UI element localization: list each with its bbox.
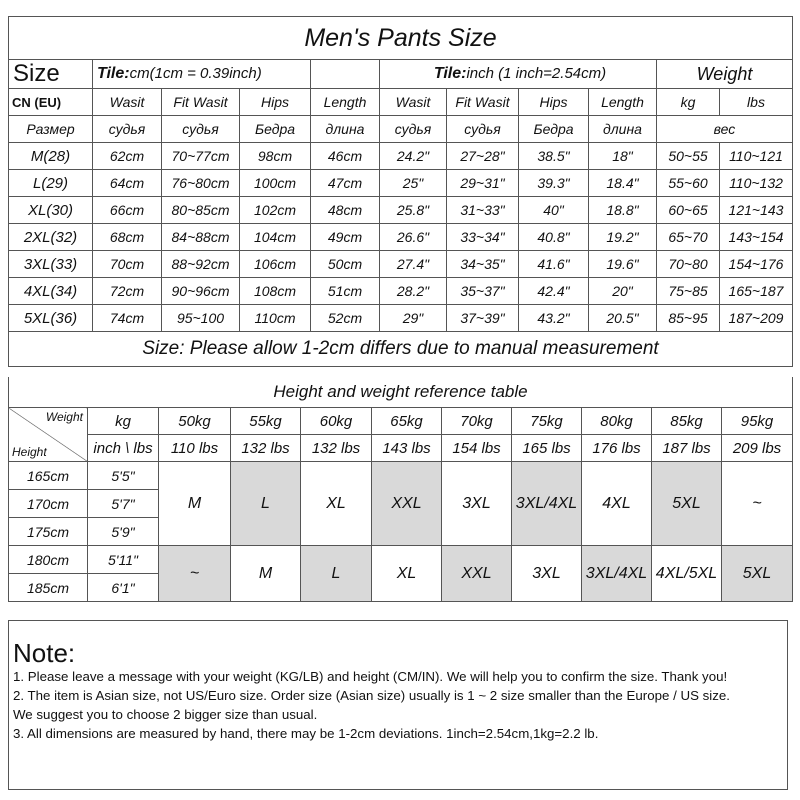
ru-col-header: судья [93, 116, 162, 143]
fit-waist-in: 27~28" [447, 143, 519, 170]
hips-in: 40.8" [519, 224, 589, 251]
kg-value: 70kg [442, 408, 512, 435]
weight-lbs: 154~176 [720, 251, 793, 278]
ru-col-header: длина [589, 116, 657, 143]
measurement-note: Size: Please allow 1-2cm differs due to manual measurement [9, 332, 793, 367]
hips-cm: 106cm [240, 251, 311, 278]
fit-waist-in: 31~33" [447, 197, 519, 224]
col-header: Fit Wasit [162, 89, 240, 116]
size-rows [9, 143, 793, 332]
fit-waist-in: 35~37" [447, 278, 519, 305]
fit-waist-in: 37~39" [447, 305, 519, 332]
size-cell: XL(30) [9, 197, 93, 224]
note-line: 2. The item is Asian size, not US/Euro size. Order size (Asian size) usually is 1 ~ 2 size smaller than the Europe / US size. [13, 688, 730, 703]
note-line: 3. All dimensions are measured by hand, there may be 1-2cm deviations. 1inch=2.54cm,1kg=2.2 lb. [13, 726, 599, 741]
length-in: 19.6" [589, 251, 657, 278]
weight-kg: 85~95 [657, 305, 720, 332]
weight-kg: 55~60 [657, 170, 720, 197]
size-cell: 5XL [652, 462, 722, 546]
ru-col-header: судья [447, 116, 519, 143]
height-cm: 165cm [9, 462, 88, 490]
size-cell: L [231, 462, 301, 546]
col-header: Hips [519, 89, 589, 116]
lbs-value: 110 lbs [159, 435, 231, 462]
length-in: 18.4" [589, 170, 657, 197]
weight-header: Weight [657, 60, 793, 89]
ru-col-header: Бедра [519, 116, 589, 143]
length-in: 20" [589, 278, 657, 305]
note-box [8, 620, 788, 790]
size-cell: XL [301, 462, 372, 546]
lbs-value: 165 lbs [512, 435, 582, 462]
lbs-value: 209 lbs [722, 435, 793, 462]
note-title: Note: [13, 638, 76, 668]
hips-cm: 98cm [240, 143, 311, 170]
weight-lbs: 143~154 [720, 224, 793, 251]
col-header: Length [311, 89, 380, 116]
length-cm: 46cm [311, 143, 380, 170]
table-row [9, 224, 793, 251]
col-header: Wasit [93, 89, 162, 116]
col-header: Length [589, 89, 657, 116]
waist-cm: 70cm [93, 251, 162, 278]
size-cell: 3XL/4XL [512, 462, 582, 546]
table-row [9, 251, 793, 278]
lbs-value: 132 lbs [301, 435, 372, 462]
size-cell: 3XL [512, 546, 582, 602]
height-in: 5'5" [88, 462, 159, 490]
size-cell: XXL [372, 462, 442, 546]
waist-cm: 72cm [93, 278, 162, 305]
kg-value: 65kg [372, 408, 442, 435]
size-cell: L [301, 546, 372, 602]
hips-in: 38.5" [519, 143, 589, 170]
hips-cm: 108cm [240, 278, 311, 305]
size-cell: M [159, 462, 231, 546]
fit-waist-cm: 90~96cm [162, 278, 240, 305]
weight-lbs: 187~209 [720, 305, 793, 332]
waist-cm: 68cm [93, 224, 162, 251]
weight-lbs: 165~187 [720, 278, 793, 305]
lbs-value: 187 lbs [652, 435, 722, 462]
weight-lbs: 121~143 [720, 197, 793, 224]
size-cell: ~ [159, 546, 231, 602]
waist-in: 28.2" [380, 278, 447, 305]
length-cm: 47cm [311, 170, 380, 197]
size-label: Size [9, 60, 93, 89]
size-cell: L(29) [9, 170, 93, 197]
size-cell: 4XL/5XL [652, 546, 722, 602]
ru-size-label: Размер [9, 116, 93, 143]
tile-inch-label: Tile: [433, 65, 467, 82]
waist-in: 27.4" [380, 251, 447, 278]
note-line: We suggest you to choose 2 bigger size than usual. [13, 707, 318, 722]
tile-cm [93, 60, 311, 89]
kg-value: 85kg [652, 408, 722, 435]
table-row [9, 170, 793, 197]
tile-inch-text: inch (1 inch=2.54cm) [466, 65, 607, 82]
col-header: Fit Wasit [447, 89, 519, 116]
lbs-value: 132 lbs [231, 435, 301, 462]
length-cm: 51cm [311, 278, 380, 305]
ru-weight-header: вес [657, 116, 793, 143]
col-header: lbs [720, 89, 793, 116]
table-row [9, 278, 793, 305]
size-cell: 3XL/4XL [582, 546, 652, 602]
height-cm: 175cm [9, 518, 88, 546]
size-cell: ~ [722, 462, 793, 546]
waist-in: 29" [380, 305, 447, 332]
hips-in: 40" [519, 197, 589, 224]
size-cell: 2XL(32) [9, 224, 93, 251]
fit-waist-cm: 76~80cm [162, 170, 240, 197]
weight-lbs: 110~132 [720, 170, 793, 197]
height-in: 5'11" [88, 546, 159, 574]
waist-cm: 66cm [93, 197, 162, 224]
tile-inch [380, 60, 657, 89]
table-row [9, 305, 793, 332]
empty-cell [311, 60, 380, 89]
weight-lbs: 110~121 [720, 143, 793, 170]
col-header: kg [657, 89, 720, 116]
height-cm: 180cm [9, 546, 88, 574]
waist-in: 25" [380, 170, 447, 197]
tile-cm-text: cm(1cm = 0.39inch) [129, 65, 262, 82]
size-cell: 3XL(33) [9, 251, 93, 278]
fit-waist-cm: 70~77cm [162, 143, 240, 170]
size-cell: XL [372, 546, 442, 602]
ru-col-header: Бедра [240, 116, 311, 143]
col-header: Wasit [380, 89, 447, 116]
inch-lbs-label: inch \ lbs [88, 435, 159, 462]
height-cm: 170cm [9, 490, 88, 518]
table-row [9, 143, 793, 170]
waist-in: 26.6" [380, 224, 447, 251]
lbs-value: 176 lbs [582, 435, 652, 462]
note-line: 1. Please leave a message with your weight (KG/LB) and height (CM/IN). We will help you to confirm the size. Thank you! [13, 669, 728, 684]
size-cell: 4XL(34) [9, 278, 93, 305]
hips-in: 39.3" [519, 170, 589, 197]
length-in: 19.2" [589, 224, 657, 251]
weight-height-corner [9, 408, 88, 462]
waist-cm: 74cm [93, 305, 162, 332]
fit-waist-cm: 80~85cm [162, 197, 240, 224]
kg-value: 75kg [512, 408, 582, 435]
ru-col-header: судья [162, 116, 240, 143]
length-cm: 48cm [311, 197, 380, 224]
height-cm: 185cm [9, 574, 88, 602]
kg-value: 95kg [722, 408, 793, 435]
fit-waist-cm: 95~100 [162, 305, 240, 332]
hips-cm: 110cm [240, 305, 311, 332]
size-cell: 4XL [582, 462, 652, 546]
fit-waist-in: 29~31" [447, 170, 519, 197]
hips-cm: 104cm [240, 224, 311, 251]
col-header: Hips [240, 89, 311, 116]
corner-height-label: Height [12, 445, 47, 459]
page-title: Men's Pants Size [9, 17, 793, 60]
size-table [8, 16, 793, 367]
kg-value: 60kg [301, 408, 372, 435]
reference-title: Height and weight reference table [9, 377, 793, 408]
length-in: 18.8" [589, 197, 657, 224]
hips-in: 42.4" [519, 278, 589, 305]
size-cell: M(28) [9, 143, 93, 170]
hips-in: 41.6" [519, 251, 589, 278]
height-in: 5'7" [88, 490, 159, 518]
fit-waist-cm: 88~92cm [162, 251, 240, 278]
size-cell: M [231, 546, 301, 602]
kg-value: 50kg [159, 408, 231, 435]
length-cm: 49cm [311, 224, 380, 251]
hips-in: 43.2" [519, 305, 589, 332]
length-in: 20.5" [589, 305, 657, 332]
weight-kg: 50~55 [657, 143, 720, 170]
ru-col-header: судья [380, 116, 447, 143]
tile-cm-label: Tile: [97, 65, 130, 82]
lbs-value: 143 lbs [372, 435, 442, 462]
weight-kg: 70~80 [657, 251, 720, 278]
waist-cm: 62cm [93, 143, 162, 170]
table-row [9, 197, 793, 224]
weight-kg: 60~65 [657, 197, 720, 224]
length-cm: 50cm [311, 251, 380, 278]
length-in: 18" [589, 143, 657, 170]
size-cell: 5XL(36) [9, 305, 93, 332]
lbs-value: 154 lbs [442, 435, 512, 462]
kg-value: 80kg [582, 408, 652, 435]
reference-table [8, 377, 793, 602]
fit-waist-cm: 84~88cm [162, 224, 240, 251]
kg-label: kg [88, 408, 159, 435]
waist-cm: 64cm [93, 170, 162, 197]
waist-in: 24.2" [380, 143, 447, 170]
corner-weight-label: Weight [45, 410, 83, 424]
fit-waist-in: 33~34" [447, 224, 519, 251]
waist-in: 25.8" [380, 197, 447, 224]
length-cm: 52cm [311, 305, 380, 332]
height-in: 6'1" [88, 574, 159, 602]
height-in: 5'9" [88, 518, 159, 546]
kg-value: 55kg [231, 408, 301, 435]
cn-eu-label: CN (EU) [9, 89, 93, 116]
hips-cm: 100cm [240, 170, 311, 197]
ru-col-header: длина [311, 116, 380, 143]
size-cell: 5XL [722, 546, 793, 602]
size-cell: XXL [442, 546, 512, 602]
hips-cm: 102cm [240, 197, 311, 224]
fit-waist-in: 34~35" [447, 251, 519, 278]
size-cell: 3XL [442, 462, 512, 546]
weight-kg: 75~85 [657, 278, 720, 305]
weight-kg: 65~70 [657, 224, 720, 251]
